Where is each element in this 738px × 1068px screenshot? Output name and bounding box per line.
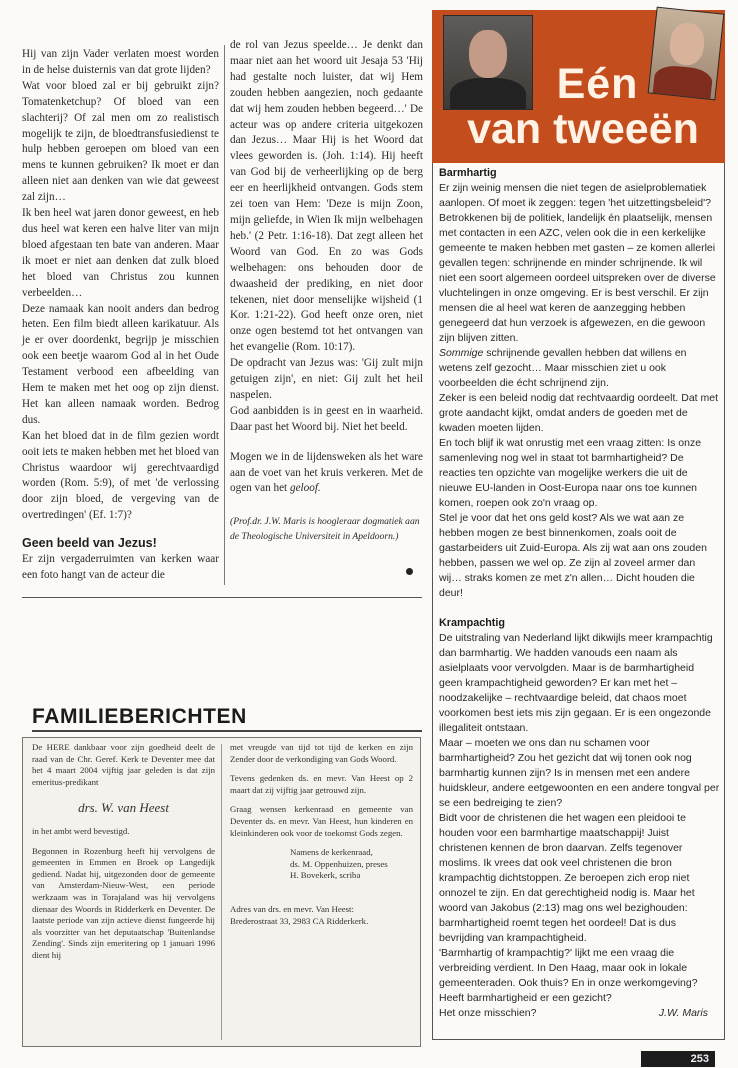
closing-line: Het onze misschien? J.W. Maris [439,1007,708,1019]
second-photo [648,7,725,101]
paragraph: De uitstraling van Nederland lijkt dikwijls meer krampachtig dan barmhartig. We hadden vanouds een naam als asielplaats voor vervolgden. Maar is de barmhartigheid geen krampachtigheid geworden? Er kan met het – noodzakelijke – rechtvaardige beleid, dat chaos moet voorkomen best iets mis zijn gegaan. Er is een ongezonde illegaliteit ontstaan. [439,632,713,734]
paragraph: Sommige schrijnende gevallen hebben dat willens en wetens zelf gezocht… Maar misschien ziet u ook voorbeelden die écht schrijnend zijn. [439,347,687,389]
paragraph: Maar – moeten we ons dan nu schamen voor barmhartigheid? Zou het gezicht dat wij tonen ook nog barmhartig kunnen zijn? Is in mensen met een andere huidskleur, andere eetgewoonten en een andere tongval per se een bedreiging te zien? [439,737,720,809]
title-line-2: van tweeën [467,105,699,153]
author-photo [443,15,533,110]
paragraph: Ik ben heel wat jaren donor geweest, en heb dus heel wat keren een halve liter van mijn bloed afgestaan ten bate van anderen. Maar ik moet er niet aan denken dat zulk bloed het bloed van Christus zou kunnen verbeelden… [22,207,219,299]
title-line-1: Eén [556,60,639,108]
paragraph: 'Barmhartig of krampachtig?' lijkt me een vraag die verbreiding verdient. In Den Haag, maar ook in lokale gemeenteraden. Ook thuis? En in onze werkomgeving? Heeft barmhartigheid er een gezicht? [439,947,698,1004]
paragraph: En toch blijf ik wat onrustig met een vraag zitten: Is onze samenleving nog wel in staat tot barmhartigheid? De reacties ten opzichte van mogelijke werkers die uit de nieuwe EU-landen in Oost-Europa naar ons toe kunnen komen, roepen ook zo'n vraag op. [439,437,702,509]
section-heading: Krampachtig [439,617,505,629]
paragraph: Er zijn vergaderruimten van kerken waar een foto hangt van de acteur die [22,553,219,581]
author-note: (Prof.dr. J.W. Maris is hoogleraar dogmatiek aan de Theologische Universiteit in Apeldoorn.) [230,516,420,542]
column-divider [221,744,222,1040]
paragraph: God aanbidden is in geest en in waarheid. Daar past het Woord bij. Niet het beeld. [230,404,423,433]
paragraph: Bidt voor de christenen die het wagen een pleidooi te houden voor een barmhartige maatschappij! Juist christenen kennen de bron daarvan. Zelfs tegenover moslims. Ik vrees dat ook veel christenen die bron krampachtig dichtstoppen. Ze beroepen zich erop niet onnozel te zijn. En dat gerechtigheid nodig is. Maar het woord van Jakobus (2:13) mag ons wel bezighouden: barmhartigheid roemt tegen het oordeel! Dat is dus bevrijding van krampachtigheid. [439,812,695,944]
notice-text: De HERE dankbaar voor zijn goedheid deelt de raad van de Chr. Geref. Kerk te Deventer mee dat het 4 maart 2004 vijftig jaar geleden is dat zijn emeritus-predikant [32,742,215,787]
notice-text: met vreugde van tijd tot tijd de kerken en zijn Zender door de verkondiging van Gods Woord. [230,742,413,764]
sidebar-text [439,166,720,1021]
paragraph: Er zijn weinig mensen die niet tegen de asielproblematiek aanlopen. Of moet ik zeggen: tegen 'het uitzettingsbeleid'? Betrokkenen bij de politiek, landelijk én plaatselijk, mensen met contacten in een AZC, velen ook die in een kerkelijke gemeente te maken hebben met gasten – ze komen allerlei gevallen tegen: schrijnende en minder schrijnende. Ik wil niet een soort algemeen oordeel uitspreken over de diverse vluchtelingen in onze omgeving. Er is best verschil. Er zijn mensen die al heel wat keren de aanzegging hebben genegeerd dat hun verzoek is afgewezen, en die gewoon zijn blijven zitten. [439,182,716,344]
honoree-name: drs. W. van Heest [78,800,169,816]
section-heading: Barmhartig [439,167,497,179]
paragraph: Zeker is een beleid nodig dat rechtvaardig oordeelt. Dat met grote aandacht kijkt, omdat anders de goeden met de kwaden moeten lijden. [439,392,718,434]
paragraph: De opdracht van Jezus was: 'Gij zult mijn getuigen zijn', en niet: Gij zult het heil naspelen. [230,357,423,401]
familieberichten-column-1 [32,742,215,970]
paragraph: Kan het bloed dat in de film gezien wordt ooit iets te maken hebben met het bloed van Christus waardoor wij gerechtvaardigd worden (Rom. 5:9), of met 'de verlossing door zijn bloed, de vergeving van de overtredingen' (Ef. 1:7)? [22,429,219,522]
notice-text: Graag wensen kerkenraad en gemeente van Deventer ds. en mevr. Van Heest, hun kinderen en kleinkinderen ook voor de toekomst Gods zegen. [230,804,413,838]
signature: Namens de kerkenraad, ds. M. Oppenhuizen, preses H. Bovekerk, scriba [290,847,388,881]
subheading: Geen beeld van Jezus! [22,536,157,551]
familieberichten-column-2 [230,742,413,935]
paragraph: de rol van Jezus speelde… Je denkt dan maar niet aan het woord uit Jesaja 53 'Hij had gestalte noch luister, dat wij Hem zouden hebben aangezien, noch gedaante dat wij hem zouden hebben begeerd…' De acteur was op andere criteria uitgekozen dan Jezus… Maar Hij is het Woord dat vlees geworden is. (Joh. 1:14). Hij heeft van God bij de verheerlijking op de berg eer en heerlijkheid ontvangen. Gods stem zei toen van Hem: 'Deze is mijn Zoon, mijn geliefde, in Wien Ik mijn welbehagen heb.' (2 Petr. 1:16-18). Dat zegt alleen het Woord van God. En zo was Gods welbehagen: ons behouden door de dwaasheid der prediking, en niet door tekenen, niet door menselijke wijsheid (1 Kor. 1:21-22). God heeft onze oren, niet onze ogen bestemd tot het ontvangen van het evangelie (Rom. 10:17). [230,39,423,354]
paragraph: Deze namaak kan nooit anders dan bedrog heten. Een film biedt alleen karikatuur. Als je er over doordenkt, begrijp je misschien ook een beetje waarom God al in het Oude Testament verbood een afbeelding van Hem te maken met het oog op zijn dienst. Het kan alleen namaak worden. Bedrog dus. [22,302,219,426]
paragraph: Hij van zijn Vader verlaten moest worden in de helse duisternis van dat grote lijden? [22,48,219,76]
end-mark [406,568,413,575]
section-divider [22,597,422,598]
notice-text: in het ambt werd bevestigd. [32,825,130,836]
notice-text: Begonnen in Rozenburg heeft hij vervolgens de gemeenten in Emmen en Broek op Langedijk gediend. Nadat hij, uitgezonden door de gemeente van Amsterdam-Nieuw-West, een periode werkzaam was in Torajaland was hij vervolgens dienaar des Woords in Ridderkerk en Deventer. De laatste periode van zijn actieve dienst fungeerde hij als voorzitter van het deputaatschap 'Buitenlandse Zending'. Sinds zijn emeritering op 1 januari 1996 dient hij [32,845,215,960]
familieberichten-heading: FAMILIEBERICHTEN [32,705,247,728]
address: Adres van drs. en mevr. Van Heest: Brederostraat 33, 2983 CA Ridderkerk. [230,903,369,926]
article-column-1 [22,47,219,584]
closing-paragraph: Mogen we in de lijdensweken als het ware aan de voet van het kruis verkeren. Met de ogen van het geloof. [230,450,423,495]
column-divider [224,45,225,585]
paragraph: Stel je voor dat het ons geld kost? Als we wat aan ze hebben mogen ze best binnenkomen, zoals ooit de gastarbeiders uit Zuid-Europa. Als zij wat aan ons zouden hebben, passen we wel op. Ze zijn al zoveel armer dan wij… straks komen ze met z'n allen… Dicht houden die deur! [439,512,707,599]
paragraph: Wat voor bloed zal er bij gebruikt zijn? Tomatenketchup? Of bloed van een slachterij? Of zal men om zo realistisch mogelijk te zijn, de bloedtransfusiedienst te hulp hebben geroepen om bloed van een mens te kunnen gebruiken? Ik moet er dan alleen niet aan denken van wie dat geweest zal zijn… [22,79,219,204]
notice-text: Tevens gedenken ds. en mevr. Van Heest op 2 maart dat zij vijftig jaar getrouwd zijn. [230,773,413,795]
article-column-2 [230,38,423,544]
page-number: 253 [641,1051,715,1067]
familieberichten-header [32,705,422,732]
